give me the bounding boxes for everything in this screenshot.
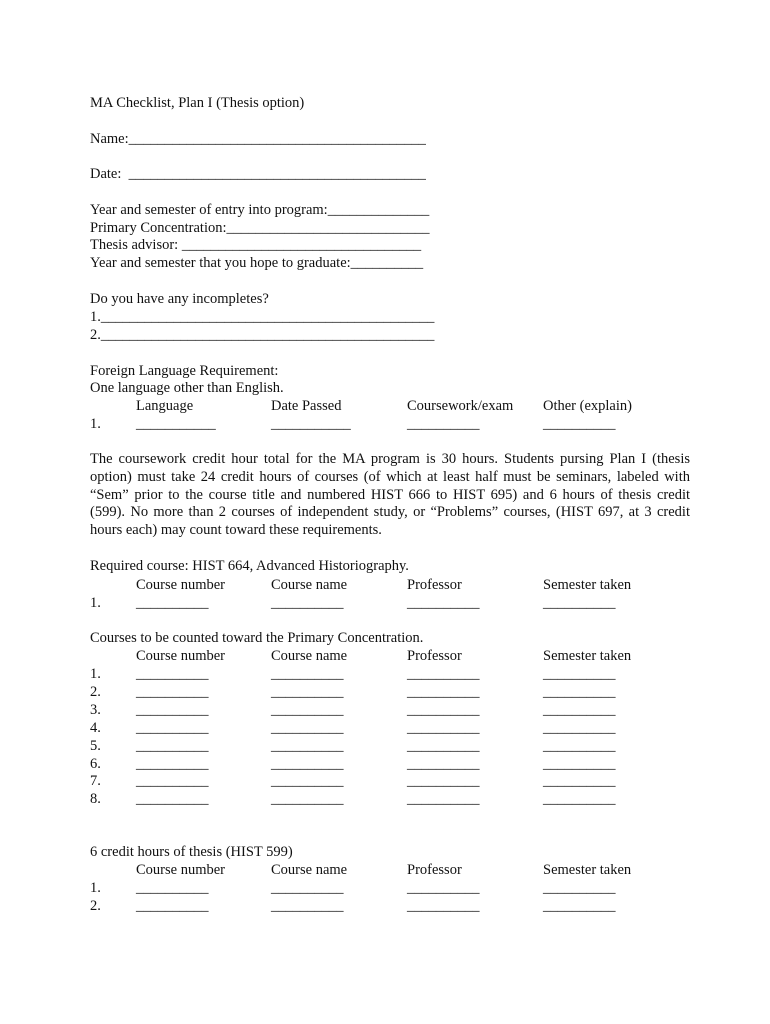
semester-taken-blank[interactable]: __________ (543, 737, 616, 754)
row-number: 8. (90, 791, 101, 808)
course-name-blank[interactable]: __________ (271, 595, 344, 611)
concentration-courses-heading: Courses to be counted toward the Primary Concentration. (90, 630, 424, 646)
course-name-blank[interactable]: __________ (271, 683, 344, 700)
row-number: 1. (90, 666, 101, 682)
concentration-field[interactable]: Primary Concentration:____________________________ (90, 220, 430, 236)
credit-hours-paragraph: The coursework credit hour total for the MA program is 30 hours. Students pursing Plan I (thesis option) must take 24 credit hours of courses (of which at least half must be seminars, labeled with “Sem” prior to the course title and numbered HIST 666 to HIST 695) and 6 hours of thesis credit (599). No more than 2 courses of independent study, or “Problems” courses, (HIST 697, at 3 credit hours each) may count toward these requirements. (90, 451, 690, 539)
course-name-blank[interactable]: __________ (271, 773, 344, 790)
graduate-field[interactable]: Year and semester that you hope to graduate:__________ (90, 255, 424, 271)
course-number-blank[interactable]: __________ (136, 595, 209, 611)
semester-taken-blank[interactable]: __________ (543, 880, 616, 896)
course-number-header: Course number (136, 648, 225, 664)
date-passed-header: Date Passed (271, 398, 342, 414)
professor-blank[interactable]: __________ (407, 737, 480, 754)
row-number: 1. (90, 595, 101, 611)
course-number-header: Course number (136, 577, 225, 593)
row-number: 3. (90, 701, 101, 718)
incomplete-line-2[interactable]: 2.______________________________________________ (90, 327, 435, 343)
professor-blank[interactable]: __________ (407, 719, 480, 736)
required-course-heading: Required course: HIST 664, Advanced Historiography. (90, 558, 409, 574)
row-number: 1. (90, 416, 101, 432)
course-name-blank[interactable]: __________ (271, 880, 344, 896)
language-blank[interactable]: ___________ (136, 416, 216, 432)
professor-blank[interactable]: __________ (407, 773, 480, 790)
professor-blank[interactable]: __________ (407, 701, 480, 718)
course-name-blank[interactable]: __________ (271, 898, 344, 914)
semester-taken-header: Semester taken (543, 577, 632, 593)
row-number: 4. (90, 719, 101, 736)
course-name-header: Course name (271, 577, 348, 593)
semester-taken-blank[interactable]: __________ (543, 898, 616, 914)
semester-taken-blank[interactable]: __________ (543, 666, 616, 682)
language-header: Language (136, 398, 194, 414)
course-name-blank[interactable]: __________ (271, 755, 344, 772)
course-number-blank[interactable]: __________ (136, 737, 209, 754)
semester-taken-blank[interactable]: __________ (543, 773, 616, 790)
course-number-header: Course number (136, 862, 225, 878)
course-name-blank[interactable]: __________ (271, 701, 344, 718)
course-number-blank[interactable]: __________ (136, 755, 209, 772)
professor-blank[interactable]: __________ (407, 880, 480, 896)
course-name-header: Course name (271, 648, 348, 664)
course-number-blank[interactable]: __________ (136, 701, 209, 718)
course-number-blank[interactable]: __________ (136, 719, 209, 736)
course-name-blank[interactable]: __________ (271, 666, 344, 682)
professor-blank[interactable]: __________ (407, 595, 480, 611)
coursework-exam-blank[interactable]: __________ (407, 416, 480, 432)
page-title: MA Checklist, Plan I (Thesis option) (90, 95, 305, 111)
other-explain-blank[interactable]: __________ (543, 416, 616, 432)
row-number: 2. (90, 683, 101, 700)
professor-header: Professor (407, 577, 462, 593)
professor-blank[interactable]: __________ (407, 755, 480, 772)
thesis-heading: 6 credit hours of thesis (HIST 599) (90, 844, 293, 860)
semester-taken-blank[interactable]: __________ (543, 755, 616, 772)
professor-blank[interactable]: __________ (407, 666, 480, 682)
professor-blank[interactable]: __________ (407, 898, 480, 914)
semester-taken-blank[interactable]: __________ (543, 683, 616, 700)
advisor-field[interactable]: Thesis advisor: _________________________________ (90, 237, 422, 253)
course-number-blank[interactable]: __________ (136, 683, 209, 700)
row-number: 5. (90, 737, 101, 754)
semester-taken-blank[interactable]: __________ (543, 791, 616, 808)
course-name-blank[interactable]: __________ (271, 737, 344, 754)
course-name-header: Course name (271, 862, 348, 878)
row-number: 2. (90, 898, 101, 914)
course-number-blank[interactable]: __________ (136, 666, 209, 682)
course-number-blank[interactable]: __________ (136, 880, 209, 896)
semester-taken-blank[interactable]: __________ (543, 595, 616, 611)
date-passed-blank[interactable]: ___________ (271, 416, 351, 432)
semester-taken-blank[interactable]: __________ (543, 719, 616, 736)
row-number: 6. (90, 755, 101, 772)
name-field[interactable]: Name:_________________________________________ (90, 131, 426, 147)
semester-taken-header: Semester taken (543, 648, 632, 664)
date-field[interactable]: Date: _________________________________________ (90, 166, 426, 182)
semester-taken-blank[interactable]: __________ (543, 701, 616, 718)
course-number-blank[interactable]: __________ (136, 773, 209, 790)
incomplete-line-1[interactable]: 1.______________________________________________ (90, 309, 435, 325)
coursework-exam-header: Coursework/exam (407, 398, 514, 414)
course-name-blank[interactable]: __________ (271, 791, 344, 808)
row-number: 1. (90, 880, 101, 896)
language-heading: Foreign Language Requirement: (90, 363, 279, 379)
professor-blank[interactable]: __________ (407, 791, 480, 808)
row-number: 7. (90, 773, 101, 790)
incompletes-question: Do you have any incompletes? (90, 291, 269, 307)
language-subheading: One language other than English. (90, 380, 284, 396)
entry-field[interactable]: Year and semester of entry into program:______________ (90, 202, 430, 218)
semester-taken-header: Semester taken (543, 862, 632, 878)
professor-header: Professor (407, 862, 462, 878)
course-name-blank[interactable]: __________ (271, 719, 344, 736)
professor-header: Professor (407, 648, 462, 664)
other-explain-header: Other (explain) (543, 398, 632, 414)
course-number-blank[interactable]: __________ (136, 791, 209, 808)
course-number-blank[interactable]: __________ (136, 898, 209, 914)
professor-blank[interactable]: __________ (407, 683, 480, 700)
